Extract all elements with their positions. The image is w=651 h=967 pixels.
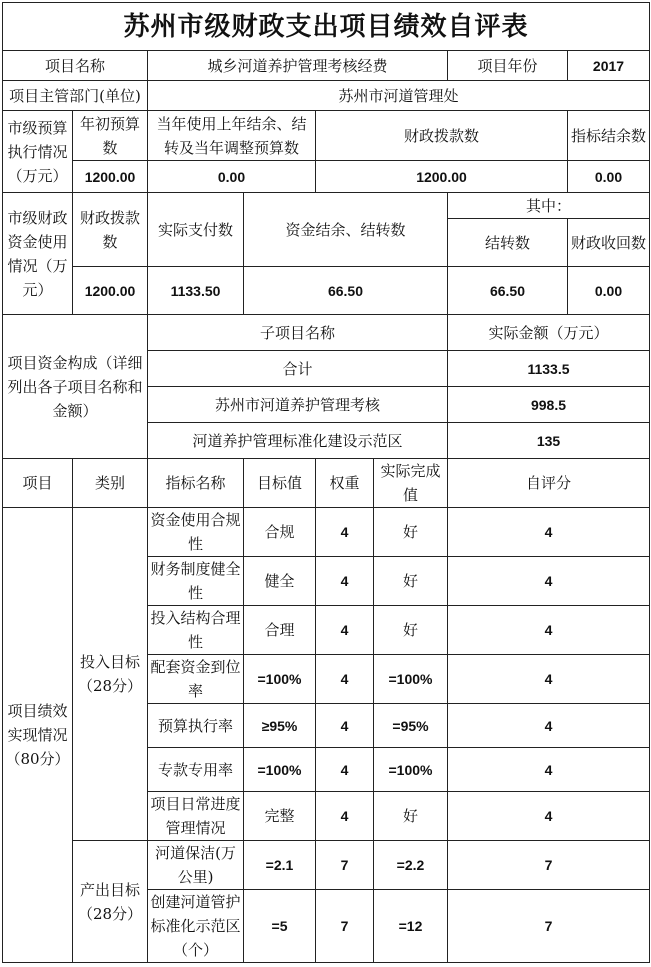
funds-header-allocation: 财政拨款数 [73, 193, 148, 267]
funds-header-among: 其中： [448, 193, 650, 219]
funds-value-balance: 66.50 [244, 267, 448, 315]
evaluation-table [2, 2, 650, 963]
indicator-actual: 好 [374, 508, 448, 557]
indicator-target: 完整 [244, 792, 316, 841]
indicator-name: 资金使用合规性 [148, 508, 244, 557]
indicator-score: 7 [448, 841, 650, 890]
composition-row-amount: 998.5 [448, 387, 650, 423]
funds-value-recover: 0.00 [568, 267, 650, 315]
indicator-weight: 7 [316, 890, 374, 963]
funds-value-allocation: 1200.00 [73, 267, 148, 315]
indicator-category-output: 产出目标（28分） [73, 841, 148, 963]
composition-section-label: 项目资金构成（详细列出各子项目名称和金额） [3, 315, 148, 459]
composition-row-amount: 1133.5 [448, 351, 650, 387]
indicator-header-score: 自评分 [448, 459, 650, 508]
funds-header-balance: 资金结余、结转数 [244, 193, 448, 267]
indicator-weight: 4 [316, 792, 374, 841]
indicator-target: 健全 [244, 557, 316, 606]
indicator-target: =100% [244, 748, 316, 792]
indicator-weight: 4 [316, 748, 374, 792]
indicator-weight: 4 [316, 557, 374, 606]
indicator-header-category: 类别 [73, 459, 148, 508]
indicator-actual: =12 [374, 890, 448, 963]
budget-value-adjust: 0.00 [148, 161, 316, 193]
indicator-name: 项目日常进度管理情况 [148, 792, 244, 841]
indicator-actual: =2.2 [374, 841, 448, 890]
indicator-name: 预算执行率 [148, 704, 244, 748]
indicator-header-name: 指标名称 [148, 459, 244, 508]
indicator-header-actual: 实际完成值 [374, 459, 448, 508]
indicator-name: 投入结构合理性 [148, 606, 244, 655]
funds-value-carry: 66.50 [448, 267, 568, 315]
indicator-weight: 4 [316, 606, 374, 655]
indicator-target: =5 [244, 890, 316, 963]
indicator-target: 合理 [244, 606, 316, 655]
indicator-weight: 4 [316, 704, 374, 748]
indicator-score: 4 [448, 792, 650, 841]
dept-value: 苏州市河道管理处 [148, 81, 650, 111]
project-name-value: 城乡河道养护管理考核经费 [148, 51, 448, 81]
indicator-weight: 4 [316, 508, 374, 557]
indicator-actual: =95% [374, 704, 448, 748]
budget-value-surplus: 0.00 [568, 161, 650, 193]
indicator-header-item: 项目 [3, 459, 73, 508]
indicator-name: 专款专用率 [148, 748, 244, 792]
budget-header-adjust: 当年使用上年结余、结转及当年调整预算数 [148, 111, 316, 161]
form-title: 苏州市级财政支出项目绩效自评表 [3, 3, 650, 51]
indicator-name: 河道保洁(万公里) [148, 841, 244, 890]
indicator-category-input: 投入目标（28分） [73, 508, 148, 841]
composition-header-name: 子项目名称 [148, 315, 448, 351]
indicator-item-label: 项目绩效实现情况（80分） [3, 508, 73, 963]
budget-header-surplus: 指标结余数 [568, 111, 650, 161]
budget-header-allocation: 财政拨款数 [316, 111, 568, 161]
funds-header-actual: 实际支付数 [148, 193, 244, 267]
indicator-score: 7 [448, 890, 650, 963]
budget-value-initial: 1200.00 [73, 161, 148, 193]
budget-header-initial: 年初预算数 [73, 111, 148, 161]
indicator-score: 4 [448, 557, 650, 606]
indicator-target: =100% [244, 655, 316, 704]
funds-section-label: 市级财政资金使用情况（万元） [3, 193, 73, 315]
budget-section-label: 市级预算执行情况（万元） [3, 111, 73, 193]
funds-value-actual: 1133.50 [148, 267, 244, 315]
indicator-target: ≥95% [244, 704, 316, 748]
project-year-value: 2017 [568, 51, 650, 81]
indicator-score: 4 [448, 606, 650, 655]
indicator-header-weight: 权重 [316, 459, 374, 508]
indicator-score: 4 [448, 748, 650, 792]
indicator-actual: 好 [374, 606, 448, 655]
indicator-score: 4 [448, 508, 650, 557]
indicator-weight: 7 [316, 841, 374, 890]
indicator-actual: =100% [374, 748, 448, 792]
indicator-weight: 4 [316, 655, 374, 704]
funds-header-recover: 财政收回数 [568, 219, 650, 267]
indicator-header-target: 目标值 [244, 459, 316, 508]
indicator-score: 4 [448, 655, 650, 704]
composition-row-name: 合计 [148, 351, 448, 387]
indicator-actual: 好 [374, 557, 448, 606]
budget-value-allocation: 1200.00 [316, 161, 568, 193]
dept-label: 项目主管部门(单位) [3, 81, 148, 111]
composition-header-amount: 实际金额（万元） [448, 315, 650, 351]
indicator-name: 创建河道管护标准化示范区（个） [148, 890, 244, 963]
project-year-label: 项目年份 [448, 51, 568, 81]
indicator-actual: =100% [374, 655, 448, 704]
composition-row-name: 河道养护管理标准化建设示范区 [148, 423, 448, 459]
indicator-target: =2.1 [244, 841, 316, 890]
project-name-label: 项目名称 [3, 51, 148, 81]
composition-row-amount: 135 [448, 423, 650, 459]
indicator-actual: 好 [374, 792, 448, 841]
indicator-name: 配套资金到位率 [148, 655, 244, 704]
indicator-name: 财务制度健全性 [148, 557, 244, 606]
indicator-score: 4 [448, 704, 650, 748]
composition-row-name: 苏州市河道养护管理考核 [148, 387, 448, 423]
funds-header-carry: 结转数 [448, 219, 568, 267]
indicator-target: 合规 [244, 508, 316, 557]
